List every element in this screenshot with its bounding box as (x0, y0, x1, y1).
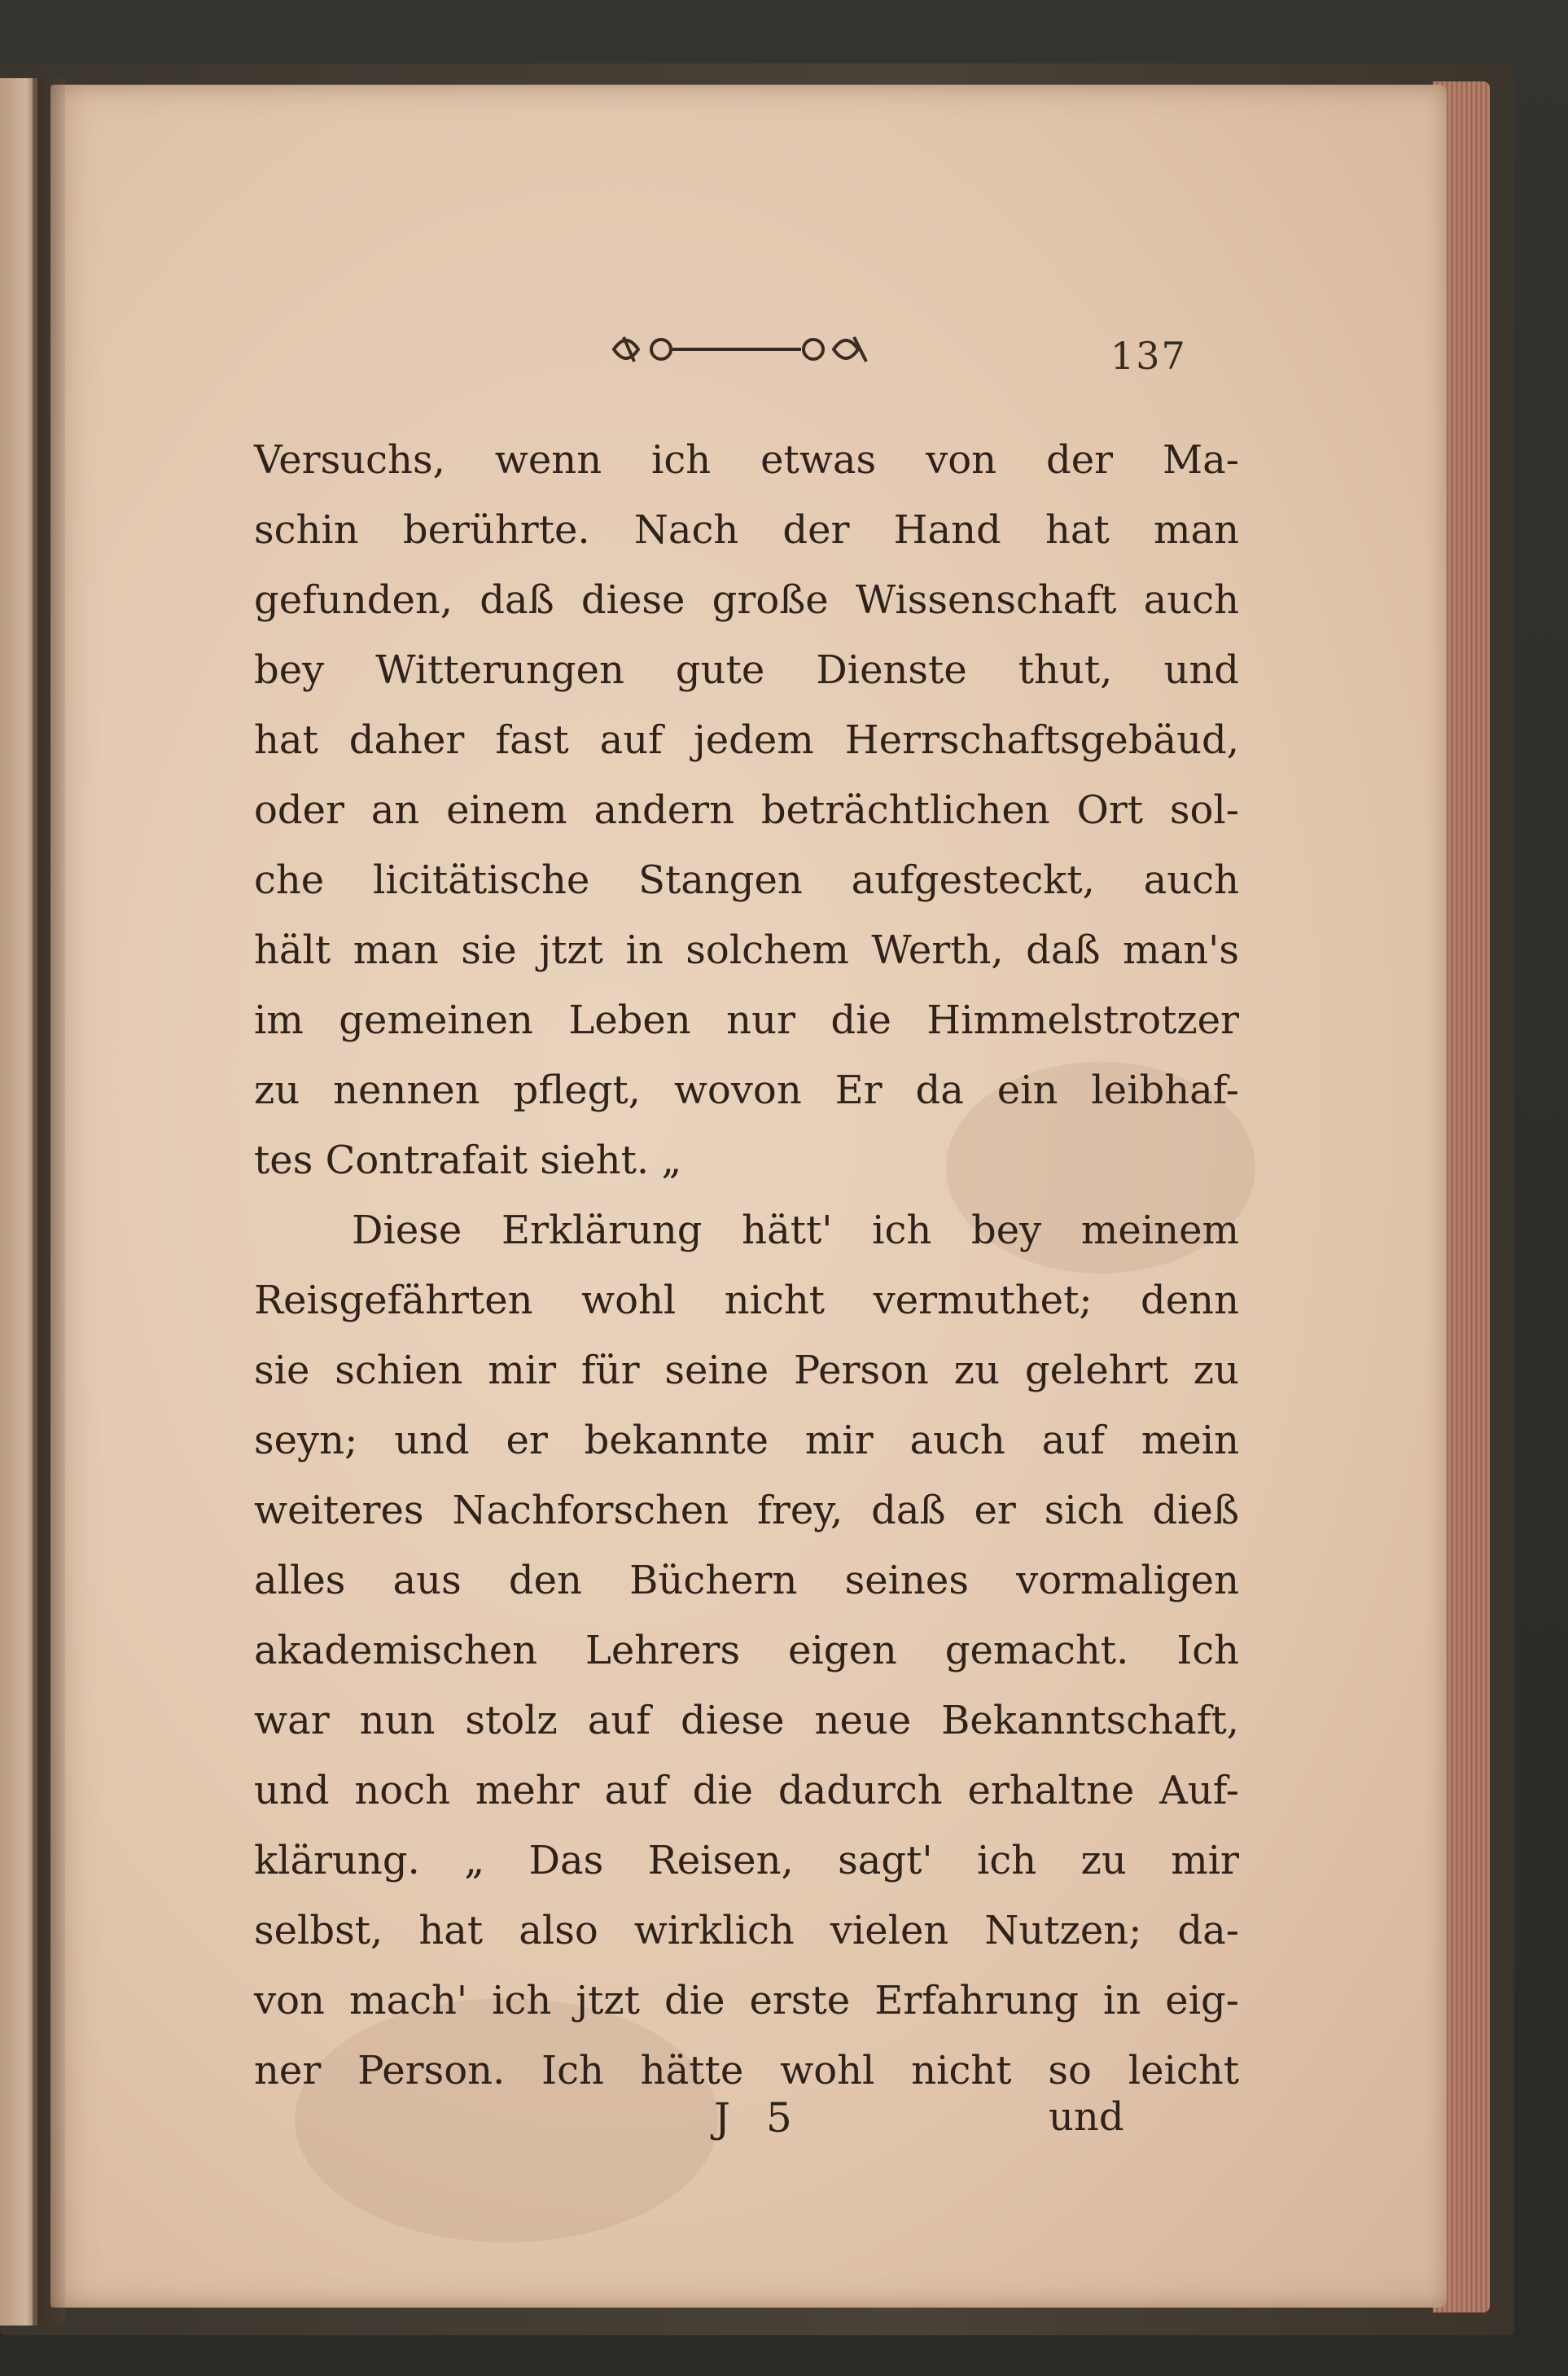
text-line: seyn; und er bekannte mir auch auf mein (254, 1418, 1239, 1463)
body-text (254, 425, 1239, 2106)
text-line: ner Person. Ich hätte wohl nicht so leicht (254, 2048, 1239, 2093)
text-line: im gemeinen Leben nur die Himmelstrotzer (254, 997, 1239, 1043)
text-line: tes Contrafait sieht. „ (254, 1138, 682, 1183)
text-line: hat daher fast auf jedem Herrschaftsgebäud, (254, 717, 1239, 763)
book-page (50, 85, 1447, 2308)
text-line: zu nennen pflegt, wovon Er da ein leibhaf- (254, 1067, 1239, 1113)
text-line: oder an einem andern beträchtlichen Ort sol- (254, 787, 1239, 833)
text-line: gefunden, daß diese große Wissenschaft auch (254, 577, 1239, 623)
spine-shadow (33, 78, 65, 2326)
text-line: sie schien mir für seine Person zu gelehrt zu (254, 1348, 1239, 1393)
page-footer (50, 2094, 1447, 2159)
text-line: und noch mehr auf die dadurch erhaltne Auf- (254, 1768, 1239, 1813)
text-line: akademischen Lehrers eigen gemacht. Ich (254, 1628, 1239, 1673)
signature-mark: J 5 (714, 2094, 804, 2141)
text-line: schin berührte. Nach der Hand hat man (254, 507, 1239, 553)
text-line: che licitätische Stangen aufgesteckt, auch (254, 857, 1239, 903)
text-line: hält man sie jtzt in solchem Werth, daß man's (254, 927, 1239, 973)
page-header (50, 321, 1447, 386)
text-line: von mach' ich jtzt die erste Erfahrung in eig- (254, 1978, 1239, 2023)
ornament-icon (598, 321, 891, 378)
text-line: selbst, hat also wirklich vielen Nutzen; da- (254, 1908, 1239, 1953)
text-line: war nun stolz auf diese neue Bekanntschaft, (254, 1698, 1239, 1743)
page-number: 137 (1110, 334, 1187, 378)
text-line: Versuchs, wenn ich etwas von der Ma- (254, 437, 1239, 483)
text-line: bey Witterungen gute Dienste thut, und (254, 647, 1239, 693)
text-line: Diese Erklärung hätt' ich bey meinem (352, 1208, 1239, 1253)
text-line: weiteres Nachforschen frey, daß er sich dieß (254, 1488, 1239, 1533)
catchword: und (1049, 2094, 1124, 2140)
text-line: alles aus den Büchern seines vormaligen (254, 1558, 1239, 1603)
text-line: klärung. „ Das Reisen, sagt' ich zu mir (254, 1838, 1239, 1883)
text-line: Reisgefährten wohl nicht vermuthet; denn (254, 1278, 1239, 1323)
